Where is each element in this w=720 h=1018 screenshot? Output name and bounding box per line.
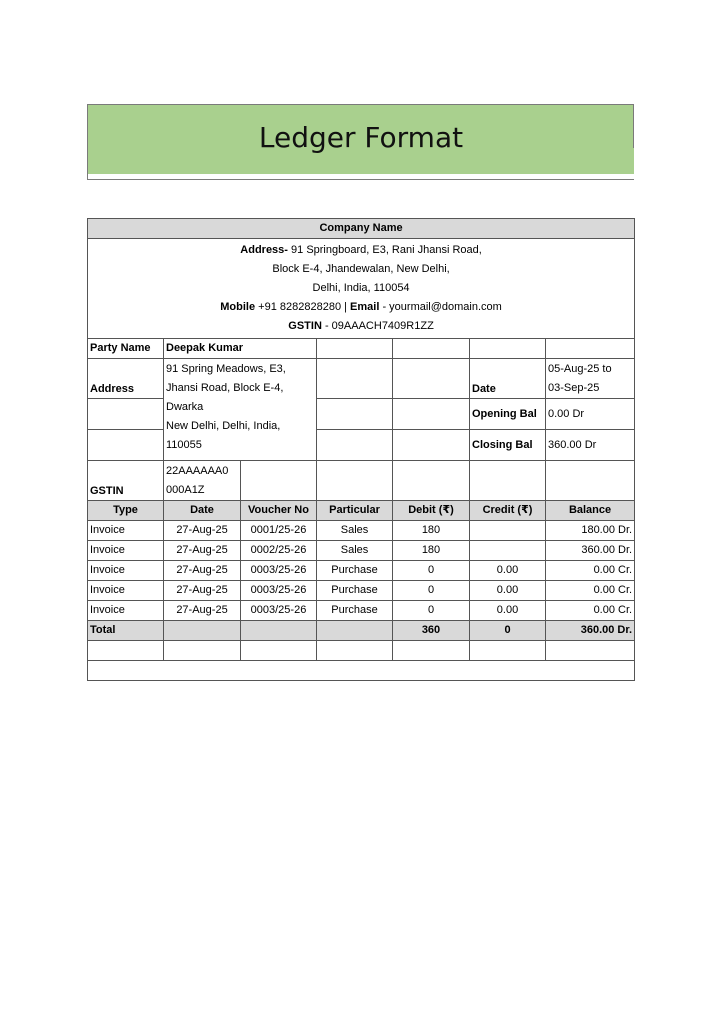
cell-balance: 360.00 Dr. [546, 541, 635, 561]
total-balance: 360.00 Dr. [546, 621, 635, 641]
col-header-type: Type [88, 501, 164, 521]
party-name-label: Party Name [88, 339, 164, 359]
table-row [88, 581, 635, 601]
party-gstin-label: GSTIN [88, 461, 164, 501]
company-name-heading: Company Name [88, 219, 635, 239]
cell-type: Invoice [88, 601, 164, 621]
closing-balance-value: 360.00 Dr [546, 430, 635, 461]
cell-date: 27-Aug-25 [164, 521, 241, 541]
cell-date: 27-Aug-25 [164, 541, 241, 561]
empty-footer-row [88, 661, 635, 681]
party-name-row [88, 339, 635, 359]
table-row [88, 541, 635, 561]
col-header-debit: Debit (₹) [393, 501, 470, 521]
cell-credit: 0.00 [470, 561, 546, 581]
col-header-date: Date [164, 501, 241, 521]
col-header-particular: Particular [317, 501, 393, 521]
party-address-value: 91 Spring Meadows, E3, Jhansi Road, Block E-4, Dwarka New Delhi, Delhi, India, 110055 [164, 359, 317, 461]
title-border-tick [633, 104, 634, 148]
cell-debit: 0 [393, 601, 470, 621]
col-header-voucher: Voucher No [241, 501, 317, 521]
company-address-line3: Delhi, India, 110054 [312, 282, 410, 294]
cell-voucher: 0003/25-26 [241, 581, 317, 601]
total-debit: 360 [393, 621, 470, 641]
total-label: Total [88, 621, 164, 641]
company-gstin: GSTIN - 09AAACH7409R1ZZ [288, 320, 434, 332]
cell-type: Invoice [88, 541, 164, 561]
cell-voucher: 0003/25-26 [241, 561, 317, 581]
company-contact: Mobile +91 8282828280 | Email - yourmail@domain.com [220, 301, 502, 313]
table-row [88, 521, 635, 541]
cell-date: 27-Aug-25 [164, 601, 241, 621]
date-label: Date [470, 359, 546, 399]
cell-date: 27-Aug-25 [164, 561, 241, 581]
cell-debit: 180 [393, 521, 470, 541]
cell-balance: 0.00 Cr. [546, 561, 635, 581]
company-info-row [88, 239, 635, 339]
cell-credit [470, 521, 546, 541]
col-header-balance: Balance [546, 501, 635, 521]
cell-balance: 0.00 Cr. [546, 581, 635, 601]
cell-balance: 180.00 Dr. [546, 521, 635, 541]
empty-row [88, 641, 635, 661]
company-address-line1: Address- 91 Springboard, E3, Rani Jhansi Road, [240, 244, 482, 256]
table-row [88, 601, 635, 621]
cell-voucher: 0002/25-26 [241, 541, 317, 561]
page-title: Ledger Format [258, 121, 464, 154]
cell-particular: Sales [317, 521, 393, 541]
cell-debit: 0 [393, 581, 470, 601]
cell-voucher: 0001/25-26 [241, 521, 317, 541]
cell-credit: 0.00 [470, 601, 546, 621]
date-range-value: 05-Aug-25 to 03-Sep-25 [546, 359, 635, 399]
total-credit: 0 [470, 621, 546, 641]
company-info [88, 239, 635, 339]
cell-particular: Purchase [317, 561, 393, 581]
ledger-table [87, 218, 635, 681]
opening-balance-value: 0.00 Dr [546, 399, 635, 430]
party-gstin-row [88, 461, 635, 501]
cell-particular: Purchase [317, 601, 393, 621]
total-row [88, 621, 635, 641]
cell-date: 27-Aug-25 [164, 581, 241, 601]
opening-balance-label: Opening Bal [470, 399, 546, 430]
closing-balance-label: Closing Bal [470, 430, 546, 461]
company-address-line2: Block E-4, Jhandewalan, New Delhi, [272, 263, 450, 275]
cell-debit: 180 [393, 541, 470, 561]
title-band [87, 104, 634, 174]
cell-debit: 0 [393, 561, 470, 581]
table-header-row [88, 501, 635, 521]
cell-type: Invoice [88, 521, 164, 541]
cell-balance: 0.00 Cr. [546, 601, 635, 621]
party-name-value: Deepak Kumar [164, 339, 317, 359]
company-heading-row [88, 219, 635, 239]
col-header-credit: Credit (₹) [470, 501, 546, 521]
cell-credit: 0.00 [470, 581, 546, 601]
cell-particular: Purchase [317, 581, 393, 601]
party-address-label: Address [88, 359, 164, 399]
title-underline [87, 174, 634, 180]
cell-voucher: 0003/25-26 [241, 601, 317, 621]
party-gstin-value: 22AAAAAA0 000A1Z [164, 461, 241, 501]
cell-type: Invoice [88, 581, 164, 601]
cell-type: Invoice [88, 561, 164, 581]
cell-credit [470, 541, 546, 561]
table-row [88, 561, 635, 581]
party-address-row [88, 359, 635, 399]
cell-particular: Sales [317, 541, 393, 561]
